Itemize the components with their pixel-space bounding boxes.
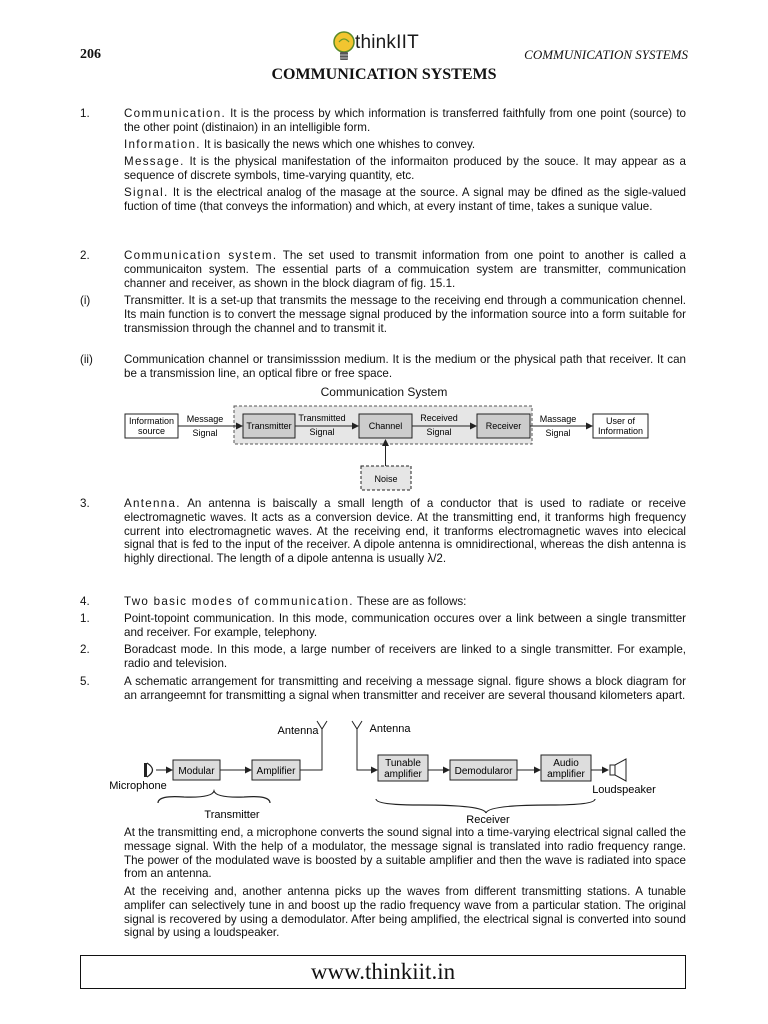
item-number: (i) (80, 294, 91, 307)
paragraph-receiving-end: At the receiving and, another antenna picks up the waves from different transmitting stations. A tunable amplifer can selectively tune in and boost up the radio frequency wave from a particular station. The original signal is recovered by using a demodulator. After being amplified, the electrical signal is converted into sound signal by using a loudspeaker. (124, 885, 686, 940)
microphone-label: Microphone (109, 780, 167, 792)
term-message: Message. (124, 155, 185, 168)
text-message: It is the physical manifestation of the informaiton produced by the souce. It may appear as a sequence of discrete symbols, time-varying quantity, etc. (124, 155, 686, 182)
antenna-icon (317, 721, 327, 729)
text-information: It is basically the news which one whishes to convey. (200, 138, 476, 151)
paragraph-schematic: A schematic arrangement for transmitting and receiving a message signal. figure shows a block diagram for an arrangeemnt for transmitting a signal when transmitter and receiver are several thousand kilometers apart. (124, 675, 686, 702)
paragraph-information (124, 138, 686, 152)
text-communication: It is the process by which information is transferred faithfully from one point (source) to the other point (distinaion) in an intelligible form. (124, 107, 686, 134)
text-antenna: An antenna is baiscally a small length of a conductor that is used to radiate or receive electromagnetic waves. It acts as a conversion device. At the transmitting end, it tranforms high frequency current into electromagnetic waves. At the receiving end, it tranforms electromagnetic waves into elecical signal that is fed to the input of the receiver. A dipole antenna is omnidirectional, whereas the dish antenna is highly directional. The length of a dipole antenna is usually (124, 497, 686, 566)
message-signal-label: Message (186, 414, 224, 424)
transmitted-signal-label: Signal (309, 427, 335, 437)
term-antenna: Antenna. (124, 497, 181, 510)
paragraph-channel: Communication channel or transimisssion medium. It is the medium or the physical path that receiver. It can be a transmission line, an optical fibre or free space. (124, 353, 686, 380)
paragraph-communication (124, 107, 686, 135)
term-communication: Communication. (124, 107, 226, 120)
loudspeaker-label: Loudspeaker (592, 784, 656, 796)
paragraph-signal (124, 186, 686, 214)
section-4 (80, 595, 686, 675)
audio-amplifier-label: amplifier (547, 769, 585, 780)
diagram-caption: Communication System (320, 385, 448, 399)
item-number: 1. (80, 612, 90, 625)
channel-label: Channel (368, 421, 403, 431)
text-communication-system: The set used to transmit information from one point to another is called a communicaiton system. The essential parts of a commuication system are transmitter, communication channer and receiver, as shown in the block diagram of fig. 15.1. (124, 249, 686, 290)
running-head: COMMUNICATION SYSTEMS (524, 47, 688, 62)
receiver-label: Receiver (466, 814, 510, 826)
paragraph-antenna (124, 497, 686, 566)
section-1 (80, 107, 686, 217)
loudspeaker-icon (610, 759, 626, 781)
receiver-label: Receiver (485, 421, 522, 431)
audio-amplifier-label: Audio (553, 758, 579, 769)
modular-label: Modular (178, 766, 215, 777)
tunable-amplifier-label: amplifier (384, 769, 422, 780)
received-signal-label: Signal (426, 427, 452, 437)
tunable-amplifier-label: Tunable (385, 758, 421, 769)
section-number: 4. (80, 595, 90, 608)
text-signal: It is the electrical analog of the masage at the source. A signal may be dfined as the sigle-valued fuction of time (that conveys the information) and which, at every instant of time, takes a sunique value. (124, 186, 686, 213)
page-number: 206 (80, 47, 101, 62)
antenna-label: Antenna (369, 723, 411, 735)
paragraph-broadcast: Boradcast mode. In this mode, a large number of receivers are linked to a single transmitter. For example, radio and television. (124, 643, 686, 670)
paragraph-message (124, 155, 686, 183)
paragraph-transmitter: Transmitter. It is a set-up that transmits the message to the receiving end through a communication chennel. Its main function is to convert the message signal produced by the information source into a form suitable for transmission through the channel and to transmit it. (124, 294, 686, 335)
paragraph-modes (124, 595, 686, 609)
item-number: (ii) (80, 353, 93, 366)
demodulator-label: Demodularor (454, 766, 513, 777)
user-label: Information (597, 426, 644, 436)
footer-url: www.thinkiit.in (80, 955, 686, 989)
item-number: 2. (80, 643, 90, 656)
transmitter-brace (158, 791, 270, 803)
transmit-receive-diagram (0, 715, 768, 827)
microphone-icon (144, 763, 147, 777)
massage-signal-label: Signal (545, 428, 571, 438)
term-information: Information. (124, 138, 201, 151)
receiver-brace (376, 799, 595, 813)
antenna-label: Antenna (277, 725, 319, 737)
transmitter-label: Transmitter (204, 809, 260, 821)
term-signal: Signal. (124, 186, 169, 199)
logo-text: thinkIIT (355, 32, 419, 53)
paragraph-transmitting-end: At the transmitting end, a microphone converts the sound signal into a time-varying electrical signal called the message signal. With the help of a modulator, the message signal is translated into radio frequency range. The power of the modulated wave is boosted by a suitable amplifier and then the wave is radiated into space from an antenna. (124, 826, 686, 881)
section-number: 1. (80, 107, 90, 120)
paragraph-point-to-point: Point-topoint communication. In this mode, communication occures over a link between a single transmitter and receiver. For example, telephony. (124, 612, 686, 639)
paragraph-communication-system (124, 249, 686, 290)
noise-label: Noise (374, 474, 398, 484)
communication-system-diagram (0, 400, 768, 495)
section-2 (80, 249, 686, 379)
antenna-icon (352, 721, 362, 729)
term-communication-system: Communication system. (124, 249, 278, 262)
massage-signal-label: Massage (539, 414, 577, 424)
text-modes: These are as follows: (353, 595, 467, 608)
transmitter-label: Transmitter (246, 421, 292, 431)
section-number: 5. (80, 675, 90, 688)
term-modes: Two basic modes of communication. (124, 595, 354, 608)
page-title: COMMUNICATION SYSTEMS (271, 66, 497, 83)
section-5-continued (80, 826, 686, 946)
message-signal-label: Signal (192, 428, 218, 438)
section-number: 2. (80, 249, 90, 262)
user-label: User of (605, 416, 636, 426)
section-number: 3. (80, 497, 90, 510)
info-source-label: Information (128, 416, 175, 426)
transmitted-signal-label: Transmitted (298, 413, 346, 423)
amplifier-label: Amplifier (256, 766, 296, 777)
received-signal-label: Received (420, 413, 458, 423)
section-3 (80, 497, 686, 583)
lambda-formula: λ/2. (427, 552, 447, 566)
info-source-label: source (137, 426, 166, 436)
